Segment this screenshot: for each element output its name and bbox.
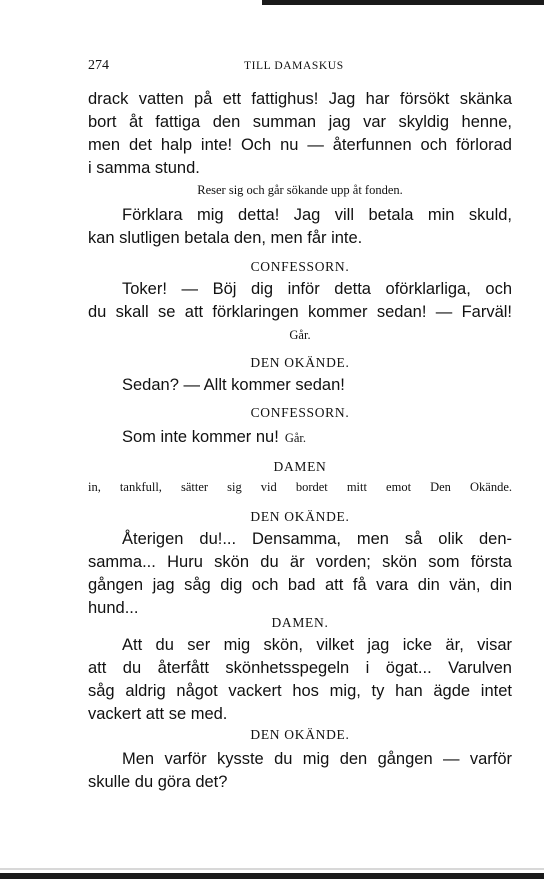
text-line: drack vatten på ett fattighus! Jag har försökt skänka [88,90,512,108]
speaker-name: CONFESSORN. [250,405,350,420]
text-line: du skall se att förklaringen kommer sedan! — Farväl! [88,303,512,321]
running-title: TILL DAMASKUS [244,60,344,72]
text-line: skulle du göra det? [88,773,228,791]
text-line: men det halp inte! Och nu — återfunnen och förlorad [88,136,512,154]
speaker-name: DEN OKÄNDE. [250,727,350,742]
text-line [122,428,306,447]
text-line: hund... [88,599,139,617]
text-line: samma... Huru skön du är vorden; skön som första [88,553,512,571]
text-line: bort åt fattiga den summan jag var skyldig henne, [88,113,512,131]
text-line: kan slutligen betala den, men får inte. [88,229,363,247]
text-line: gången jag såg dig och bad att få vara din vän, din [88,576,512,594]
text-line: i samma stund. [88,159,200,177]
text-line: Sedan? — Allt kommer sedan! [122,376,345,394]
speaker-name: DEN OKÄNDE. [250,355,350,370]
speaker-name: DAMEN. [271,615,329,630]
text-line: att du återfått skönhetsspegeln i ögat... Varulven [88,659,512,677]
text-line: Återigen du!... Densamma, men så olik den- [122,530,512,548]
text-line: Förklara mig detta! Jag vill betala min skuld, [122,206,512,224]
stage-direction: Går. [289,328,311,342]
speaker-name: DAMEN [273,459,327,474]
text-line: Att du ser mig skön, vilket jag icke är, visar [122,636,512,654]
page-header [88,58,512,78]
page-edge-shadow [0,868,544,870]
stage-direction: Reser sig och går sökande upp åt fonden. [197,183,403,197]
text-line: vackert att se med. [88,705,228,723]
stage-direction: Går. [284,431,306,445]
text-line: Toker! — Böj dig inför detta oförklarliga, och [122,280,512,298]
speaker-name: DEN OKÄNDE. [250,509,350,524]
speech-text: Som inte kommer nu! [122,428,279,446]
text-line: såg aldrig något vackert hos mig, ty han ägde intet [88,682,512,700]
page-edge-top [262,0,544,5]
text-line: Men varför kysste du mig den gången — varför [122,750,512,768]
page-number: 274 [88,58,109,73]
page-edge-bottom [0,873,544,879]
speaker-name: CONFESSORN. [250,259,350,274]
stage-direction: in, tankfull, sätter sig vid bordet mitt emot Den Okände. [88,480,512,494]
